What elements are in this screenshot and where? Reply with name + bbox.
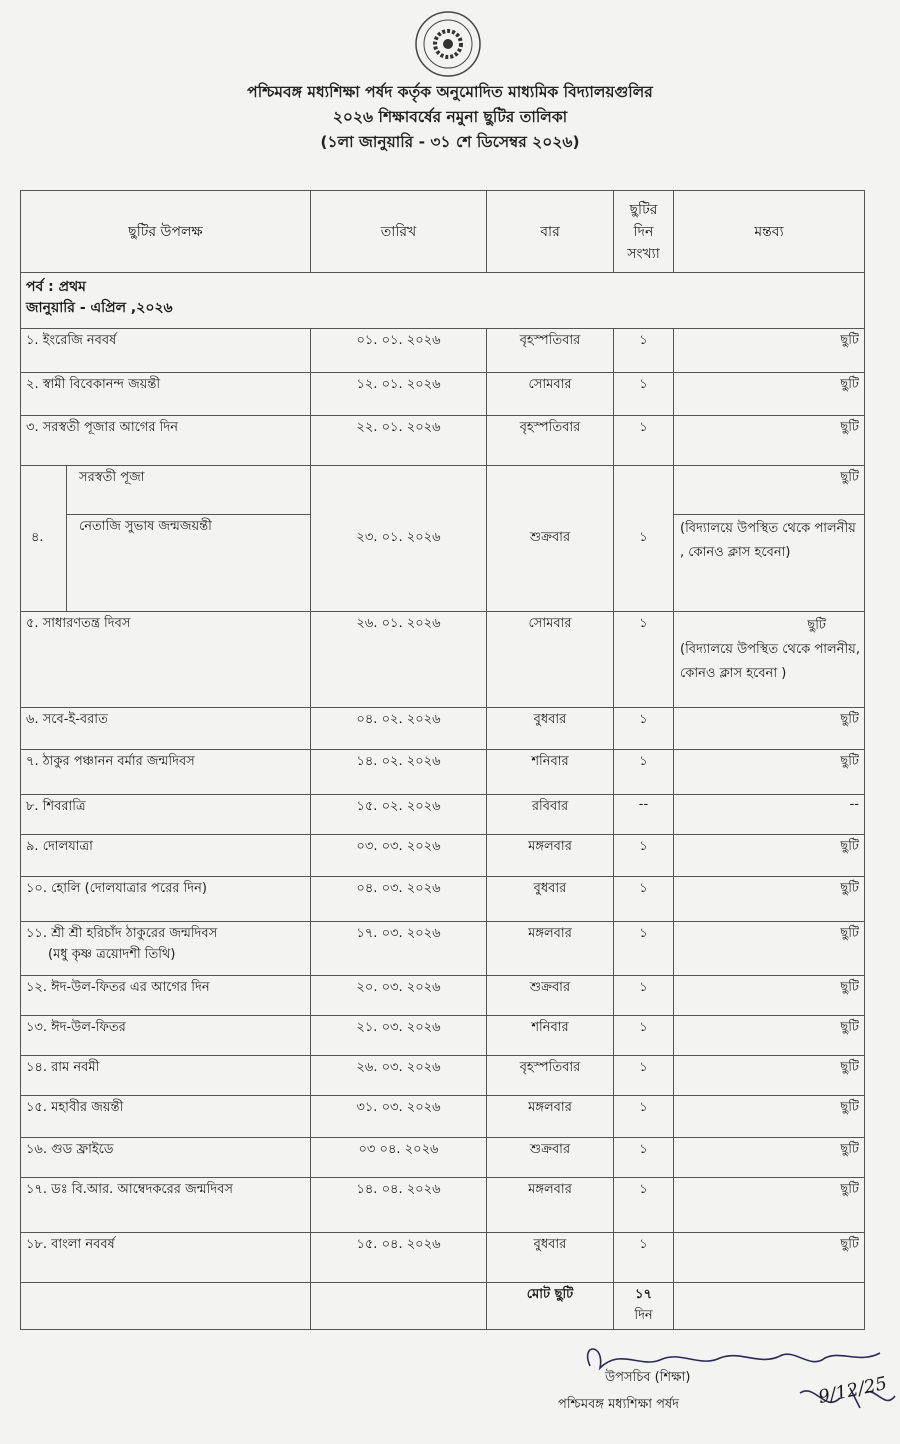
row-date: ৩১. ০৩. ২০২৬ — [311, 1096, 487, 1138]
col-header-occasion: ছুটির উপলক্ষ — [21, 191, 311, 273]
row-remark: ছুটি — [674, 1016, 865, 1056]
row-remark: ছুটি — [674, 1096, 865, 1138]
table-row — [21, 835, 865, 877]
row-count: ১ — [614, 976, 674, 1016]
row-date: ১৫. ০২. ২০২৬ — [311, 795, 487, 835]
row-day: শুক্রবার — [487, 1138, 614, 1178]
row-date: ১৫. ০৪. ২০২৬ — [311, 1233, 487, 1283]
row-count: ১ — [614, 1233, 674, 1283]
table-row — [21, 1096, 865, 1138]
row-remark: ছুটি — [674, 976, 865, 1016]
signatory-office: পশ্চিমবঙ্গ মধ্যশিক্ষা পর্ষদ — [558, 1397, 680, 1412]
row-day: বুধবার — [487, 877, 614, 922]
row-date: ২১. ০৩. ২০২৬ — [311, 1016, 487, 1056]
signature-date: 9/12/25 — [816, 1373, 889, 1408]
row-remark: ছুটি — [674, 416, 865, 466]
row-day: বৃহস্পতিবার — [487, 1056, 614, 1096]
row-count: ১ — [614, 1016, 674, 1056]
table-row — [21, 612, 865, 708]
row-remark: ছুটি — [674, 1233, 865, 1283]
table-row — [21, 750, 865, 795]
row-remark: ছুটি — [674, 922, 865, 976]
row-date: ২২. ০১. ২০২৬ — [311, 416, 487, 466]
section-row — [21, 273, 865, 329]
table-row — [21, 1178, 865, 1233]
table-row — [21, 416, 865, 466]
total-value: ১৭ দিন — [614, 1283, 674, 1330]
row4-subtable — [21, 466, 310, 611]
row4-sub2: নেতাজি সুভাষ জন্মজয়ন্তী — [79, 518, 212, 534]
row4-remarks — [674, 466, 865, 612]
row-count: ১ — [614, 877, 674, 922]
row-remark: ছুটি — [674, 708, 865, 750]
row-count: ১ — [614, 922, 674, 976]
row-day: মঙ্গলবার — [487, 1096, 614, 1138]
table-row — [21, 922, 865, 976]
row-count: ১ — [614, 612, 674, 708]
row-remark: ছুটি — [674, 1056, 865, 1096]
row-count: ১ — [614, 1056, 674, 1096]
row-day: মঙ্গলবার — [487, 922, 614, 976]
table-row — [21, 1016, 865, 1056]
row-count: -- — [614, 795, 674, 835]
row-remark: ছুটি — [674, 835, 865, 877]
row-count: ১ — [614, 835, 674, 877]
row-count: ১ — [614, 708, 674, 750]
row-occasion: ১. ইংরেজি নববর্ষ — [21, 329, 311, 373]
row4-occasion — [21, 466, 311, 612]
holiday-table — [20, 190, 865, 1330]
row-occasion: ১৬. গুড ফ্রাইডে — [21, 1138, 311, 1178]
table-row — [21, 373, 865, 416]
row-occasion: ২. স্বামী বিবেকানন্দ জয়ন্তী — [21, 373, 311, 416]
signatory-designation: উপসচিব (শিক্ষা) — [605, 1370, 691, 1385]
row-date: ১২. ০১. ২০২৬ — [311, 373, 487, 416]
row-occasion: ১৩. ঈদ-উল-ফিতর — [21, 1016, 311, 1056]
row-count: ১ — [614, 750, 674, 795]
row-occasion: ৩. সরস্বতী পূজার আগের দিন — [21, 416, 311, 466]
row-date: ২৬. ০১. ২০২৬ — [311, 612, 487, 708]
row-date: ১৪. ০২. ২০২৬ — [311, 750, 487, 795]
row-count: ১ — [614, 1178, 674, 1233]
row-occasion: ১৫. মহাবীর জয়ন্তী — [21, 1096, 311, 1138]
section-phase: পর্ব : প্রথম — [26, 279, 86, 295]
row-day: শনিবার — [487, 750, 614, 795]
table-header-row — [21, 191, 865, 273]
table-row — [21, 976, 865, 1016]
row-date: ০৪. ০৩. ২০২৬ — [311, 877, 487, 922]
table-row — [21, 1138, 865, 1178]
row-remark: ছুটি (বিদ্যালয়ে উপস্থিত থেকে পালনীয়, কোনও ক্লাস হবেনা ) — [674, 612, 865, 708]
row-occasion: ১৭. ডঃ বি.আর. আম্বেদকরের জন্মদিবস — [21, 1178, 311, 1233]
row-date: ২৬. ০৩. ২০২৬ — [311, 1056, 487, 1096]
col-header-remarks: মন্তব্য — [674, 191, 865, 273]
row-occasion: ৯. দোলযাত্রা — [21, 835, 311, 877]
row-date: ১৭. ০৩. ২০২৬ — [311, 922, 487, 976]
section-heading — [21, 273, 865, 329]
row-remark: ছুটি — [674, 1178, 865, 1233]
row-day: মঙ্গলবার — [487, 1178, 614, 1233]
row-remark-note: (বিদ্যালয়ে উপস্থিত থেকে পালনীয়, কোনও ক্লাস হবেনা ) — [680, 642, 860, 681]
row-date: ১৪. ০৪. ২০২৬ — [311, 1178, 487, 1233]
row-count: ১ — [614, 1096, 674, 1138]
row-remark: ছুটি — [674, 1138, 865, 1178]
row-day: বৃহস্পতিবার — [487, 416, 614, 466]
document-header — [0, 80, 900, 155]
row-date: ০৩ ০৪. ২০২৬ — [311, 1138, 487, 1178]
table-row — [21, 329, 865, 373]
row-date: ২০. ০৩. ২০২৬ — [311, 976, 487, 1016]
row-occasion: ১৪. রাম নবমী — [21, 1056, 311, 1096]
row-day: বুধবার — [487, 708, 614, 750]
row-remark: ছুটি — [674, 877, 865, 922]
row-remark: ছুটি — [674, 750, 865, 795]
row-occasion: ৬. সবে-ই-বরাত — [21, 708, 311, 750]
header-period-line: (১লা জানুয়ারি - ৩১ শে ডিসেম্বর ২০২৬) — [320, 133, 580, 151]
table-row-4 — [21, 466, 865, 612]
row4-sub1: সরস্বতী পূজা — [67, 466, 311, 514]
row-date: ০৩. ০৩. ২০২৬ — [311, 835, 487, 877]
table-row — [21, 1056, 865, 1096]
col-header-count: ছুটির দিন সংখ্যা — [614, 191, 674, 273]
row-day: শুক্রবার — [487, 976, 614, 1016]
table-row — [21, 877, 865, 922]
row-remark: -- — [674, 795, 865, 835]
table-row — [21, 708, 865, 750]
row-day: মঙ্গলবার — [487, 835, 614, 877]
col-header-date: তারিখ — [311, 191, 487, 273]
row4-remark2: (বিদ্যালয়ে উপস্থিত থেকে পালনীয় , কোনও ক্লাস হবেনা) — [680, 520, 856, 560]
row4-remark1: ছুটি — [674, 466, 864, 514]
col-header-day: বার — [487, 191, 614, 273]
row-count: ১ — [614, 373, 674, 416]
header-title-line: ২০২৬ শিক্ষাবর্ষের নমুনা ছুটির তালিকা — [332, 108, 568, 126]
board-seal-logo — [404, 8, 492, 80]
row-day: সোমবার — [487, 373, 614, 416]
table-row — [21, 1233, 865, 1283]
row-day: রবিবার — [487, 795, 614, 835]
row-date: ২৩. ০১. ২০২৬ — [311, 466, 487, 612]
row-count: ১ — [614, 1138, 674, 1178]
row-date: ০৪. ০২. ২০২৬ — [311, 708, 487, 750]
row-day: বুধবার — [487, 1233, 614, 1283]
section-period: জানুয়ারি - এপ্রিল ,২০২৬ — [26, 300, 173, 316]
row-occasion: ১০. হোলি (দোলযাত্রার পরের দিন) — [21, 877, 311, 922]
row-count: ১ — [614, 466, 674, 612]
row-count: ১ — [614, 329, 674, 373]
row-day: শুক্রবার — [487, 466, 614, 612]
row4-number: ৪. — [21, 466, 67, 611]
row-day: বৃহস্পতিবার — [487, 329, 614, 373]
total-label: মোট ছুটি — [487, 1283, 614, 1330]
row-count: ১ — [614, 416, 674, 466]
row-date: ০১. ০১. ২০২৬ — [311, 329, 487, 373]
row-occasion: ১১. শ্রী শ্রী হরিচাঁদ ঠাকুরের জন্মদিবস (মধু কৃষ্ণ ত্রয়োদশী তিথি) — [21, 922, 311, 976]
row-occasion: ১৮. বাংলা নববর্ষ — [21, 1233, 311, 1283]
row-occasion: ৭. ঠাকুর পঞ্চানন বর্মার জন্মদিবস — [21, 750, 311, 795]
row-remark: ছুটি — [674, 373, 865, 416]
row-occasion: ৫. সাধারণতন্ত্র দিবস — [21, 612, 311, 708]
row-day: শনিবার — [487, 1016, 614, 1056]
header-board-line: পশ্চিমবঙ্গ মধ্যশিক্ষা পর্ষদ কর্তৃক অনুমোদিত মাধ্যমিক বিদ্যালয়গুলির — [247, 83, 653, 101]
total-row — [21, 1283, 865, 1330]
table-row — [21, 795, 865, 835]
row-remark: ছুটি — [674, 329, 865, 373]
row-occasion: ১২. ঈদ-উল-ফিতর এর আগের দিন — [21, 976, 311, 1016]
row-day: সোমবার — [487, 612, 614, 708]
row-occasion: ৮. শিবরাত্রি — [21, 795, 311, 835]
